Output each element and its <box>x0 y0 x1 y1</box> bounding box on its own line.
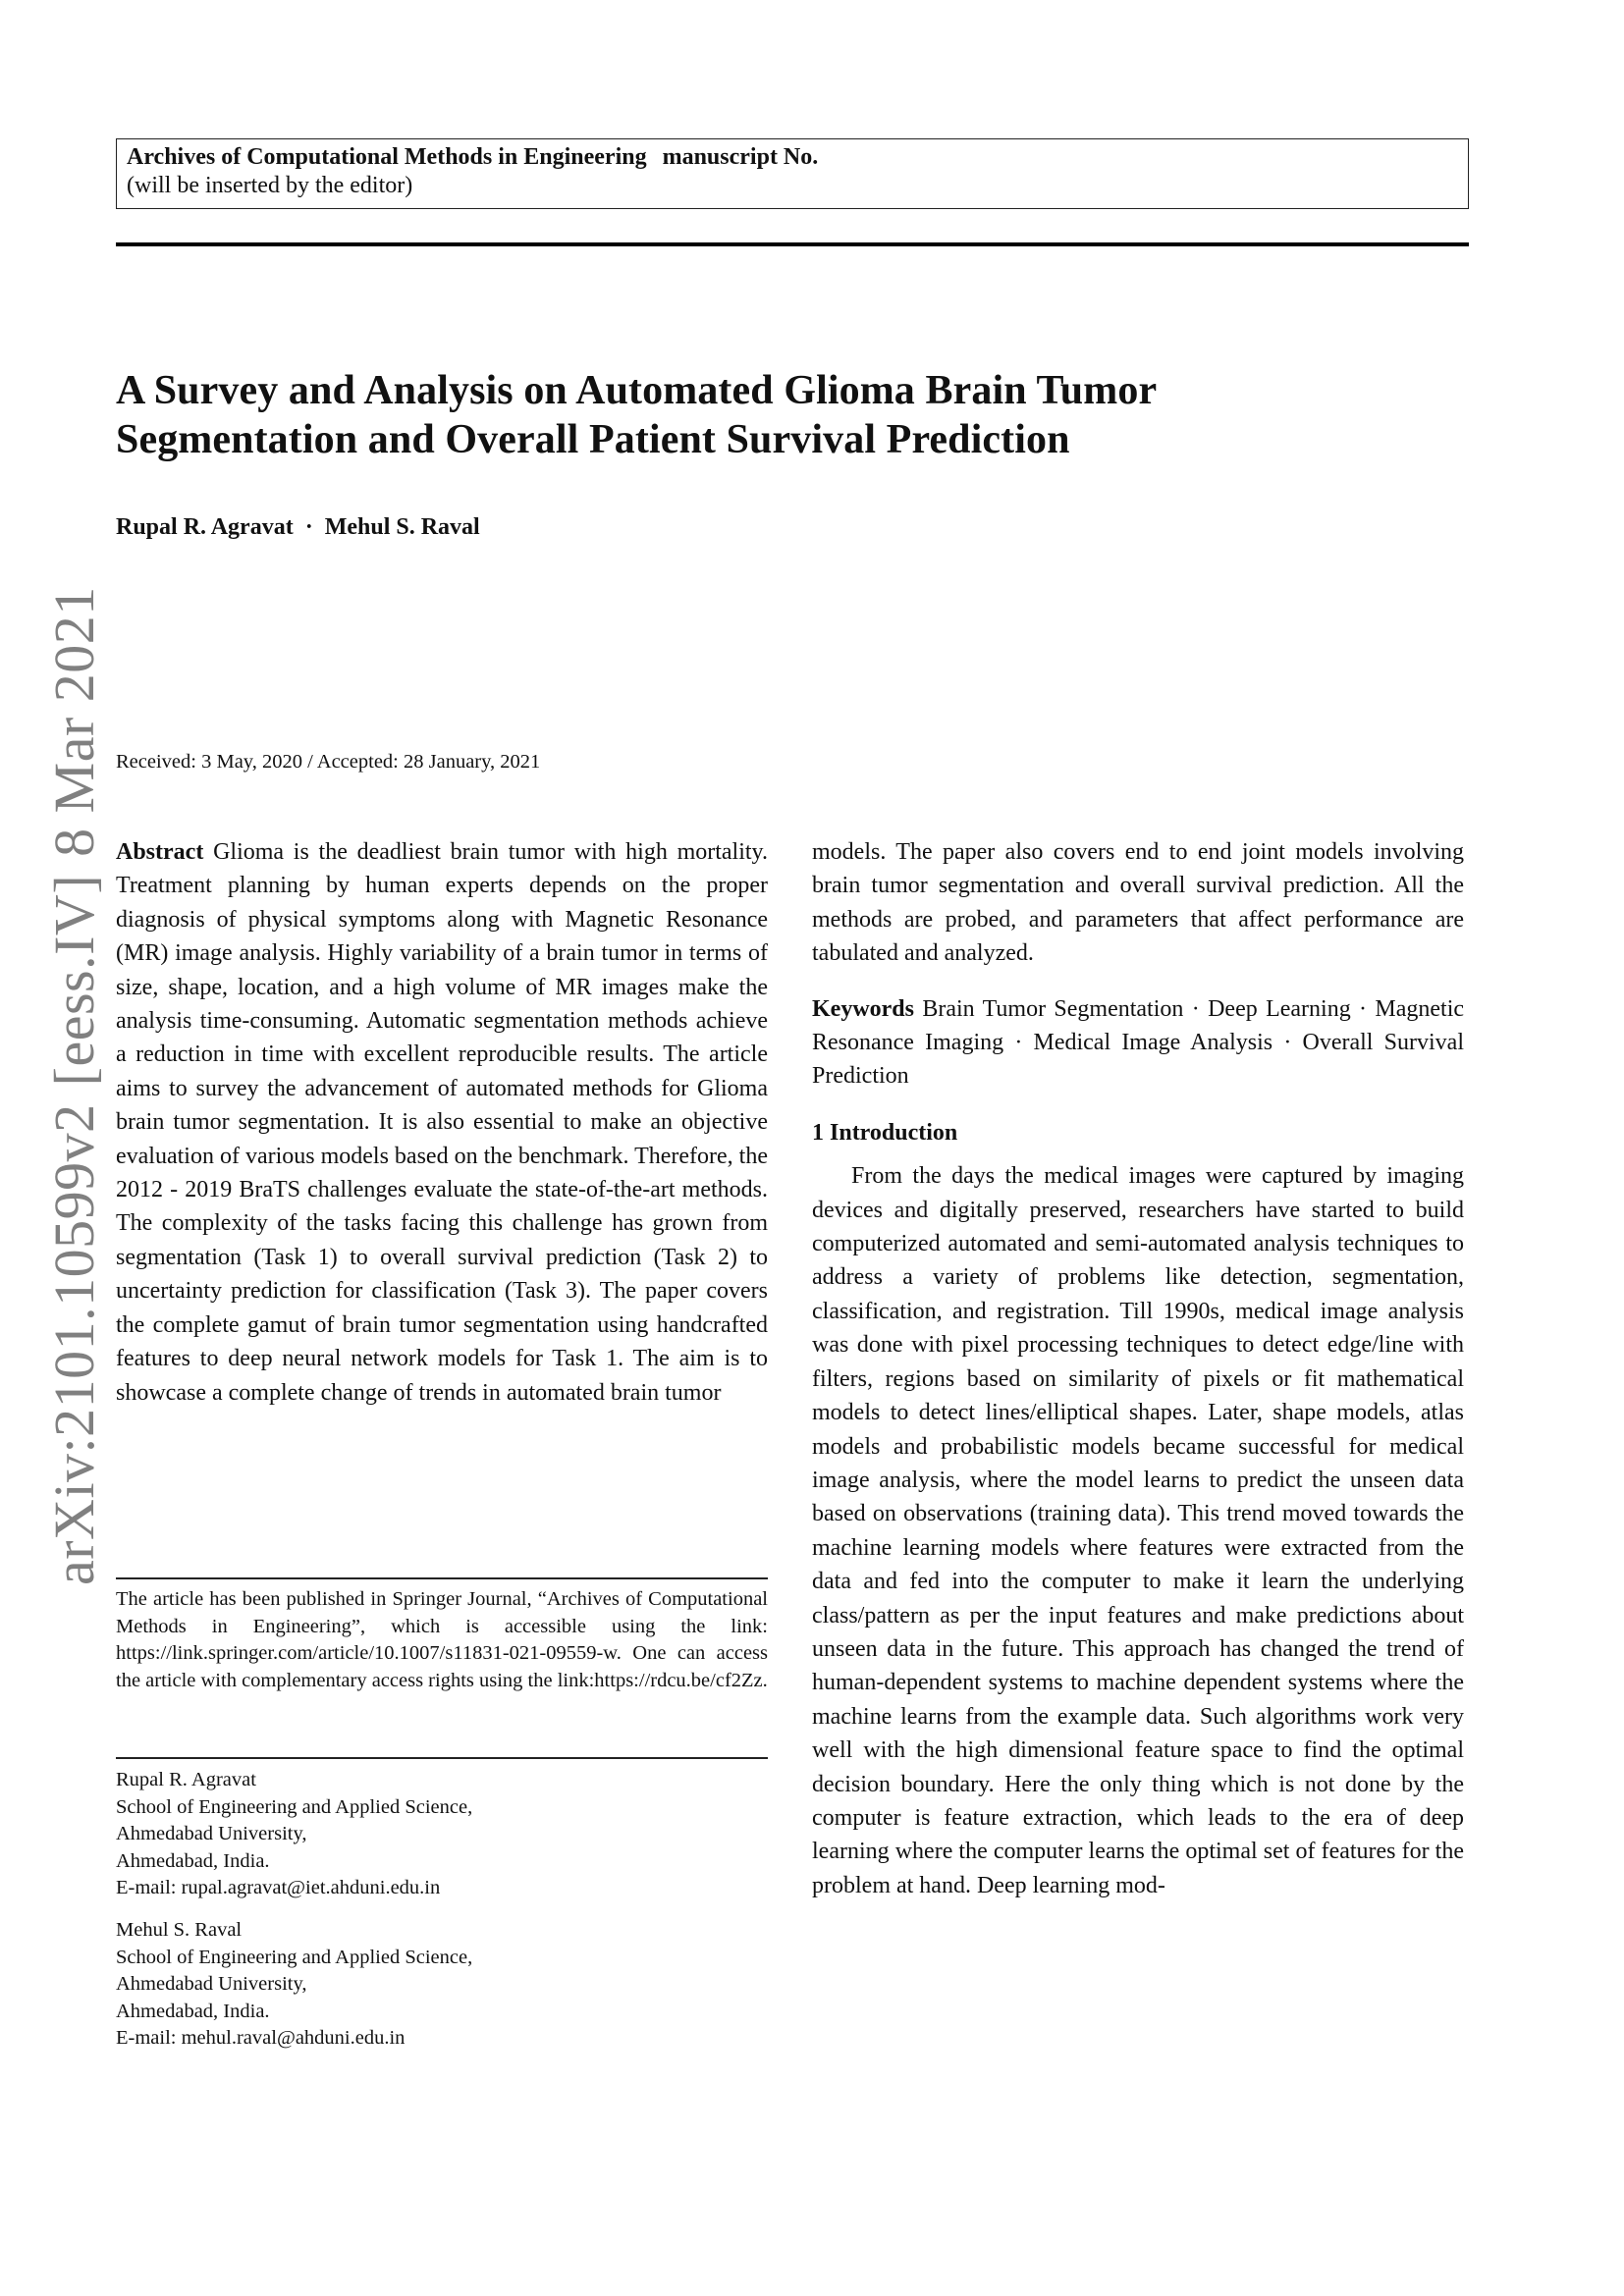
author-1: Rupal R. Agravat <box>116 514 294 540</box>
section-heading-introduction: 1 Introduction <box>812 1119 958 1146</box>
arxiv-id: arXiv:2101.10599v2 <box>42 1103 106 1585</box>
title-line-1: A Survey and Analysis on Automated Glioma Brain Tumor <box>116 368 1158 413</box>
abstract-continued: models. The paper also covers end to end joint models involving brain tumor segmentation and overall survival prediction. All the methods are probed, and parameters that affect performance are tabulated and analyzed. <box>812 839 1464 967</box>
footnote-rule-top <box>116 1577 768 1579</box>
editor-note: (will be inserted by the editor) <box>127 173 413 198</box>
keywords <box>812 992 1464 1094</box>
introduction-text: From the days the medical images were captured by imaging devices and digitally preserved, researchers have started to build computerized automated and semi-automated analysis techniques to address a variety of problems like detection, segmentation, classification, and registration. Till 1990s, medical image analysis was done with pixel processing techniques to detect edge/line with filters, regions based on similarity of pixels or fit mathematical models to detect lines/elliptical shapes. Later, shape models, atlas models and probabilistic models became successful for medical image analysis, where the model learns to predict the unseen data based on observations (training data). This trend moved towards the machine learning models where features were extracted from the data and fed into the computer to make it learn the underlying class/pattern as per the input features and make predictions about unseen data in the future. This approach has changed the trend of human-dependent systems to machine dependent systems where the machine learns from the example data. Such algorithms work very well with the high dimensional feature space to find the optimal decision boundary. Here the only thing which is not done by the computer is feature extraction, which leads to the era of deep learning where the computer learns the optimal set of features for the problem at hand. Deep learning mod- <box>812 1163 1464 1898</box>
affiliation-email: E-mail: mehul.raval@ahduni.edu.in <box>116 2027 406 2049</box>
arxiv-date: 8 Mar 2021 <box>42 586 106 857</box>
affiliation-2 <box>116 1917 472 2053</box>
author-separator: · <box>304 514 313 540</box>
journal-name: Archives of Computational Methods in Engineering <box>127 144 647 170</box>
manuscript-label: manuscript No. <box>662 144 819 170</box>
arxiv-stamp <box>41 568 107 1585</box>
title-line-2: Segmentation and Overall Patient Survival Prediction <box>116 417 1070 462</box>
affiliation-university: Ahmedabad University, <box>116 1973 307 1995</box>
affiliation-school: School of Engineering and Applied Science, <box>116 1795 473 1818</box>
affiliation-school: School of Engineering and Applied Science, <box>116 1946 473 1968</box>
journal-header-box <box>116 138 1469 209</box>
abstract <box>116 835 768 1410</box>
footnote-rule-bottom <box>116 1757 768 1759</box>
journal-line <box>127 143 1458 172</box>
arxiv-category: [eess.IV] <box>42 874 106 1087</box>
publication-footnote: The article has been published in Springer Journal, “Archives of Computational Methods in Engineering”, which is accessible using the link: https://link.springer.com/article/10.1007/s11831-021-09559-w. One can access the article with complementary access rights using the link:https://rdcu.be/cf2Zz. <box>116 1588 768 1691</box>
header-rule <box>116 242 1469 246</box>
affiliation-name: Mehul S. Raval <box>116 1919 243 1941</box>
abstract-text: Glioma is the deadliest brain tumor with high mortality. Treatment planning by human experts depends on the proper diagnosis of physical symptoms along with Magnetic Resonance (MR) image analysis. Highly variability of a brain tumor in terms of size, shape, location, and a high volume of MR images make the analysis time-consuming. Automatic segmentation methods achieve a reduction in time with excellent reproducible results. The article aims to survey the advancement of automated methods for Glioma brain tumor segmentation. It is also essential to make an objective evaluation of various models based on the benchmark. Therefore, the 2012 - 2019 BraTS challenges evaluate the state-of-the-art methods. The complexity of the tasks facing this challenge has grown from segmentation (Task 1) to overall survival prediction (Task 2) to uncertainty prediction for classification (Task 3). The paper covers the complete gamut of brain tumor segmentation using handcrafted features to deep neural network models for Task 1. The aim is to showcase a complete change of trends in automated brain tumor <box>116 839 768 1406</box>
right-column <box>812 835 1464 1902</box>
received-dates: Received: 3 May, 2020 / Accepted: 28 January, 2021 <box>116 751 541 773</box>
keywords-text: Brain Tumor Segmentation · Deep Learning · Magnetic Resonance Imaging · Medical Image Analysis · Overall Survival Prediction <box>812 995 1465 1090</box>
affiliation-email: E-mail: rupal.agravat@iet.ahduni.edu.in <box>116 1877 441 1898</box>
author-list <box>116 514 480 541</box>
keywords-label: Keywords <box>812 995 914 1022</box>
paper-title <box>116 366 1490 464</box>
affiliation-1 <box>116 1767 472 1902</box>
affiliation-location: Ahmedabad, India. <box>116 1849 270 1872</box>
affiliation-location: Ahmedabad, India. <box>116 2000 270 2022</box>
author-2: Mehul S. Raval <box>324 514 480 540</box>
abstract-label: Abstract <box>116 839 204 865</box>
affiliation-name: Rupal R. Agravat <box>116 1769 256 1790</box>
affiliation-university: Ahmedabad University, <box>116 1823 307 1844</box>
left-column <box>116 835 768 1410</box>
